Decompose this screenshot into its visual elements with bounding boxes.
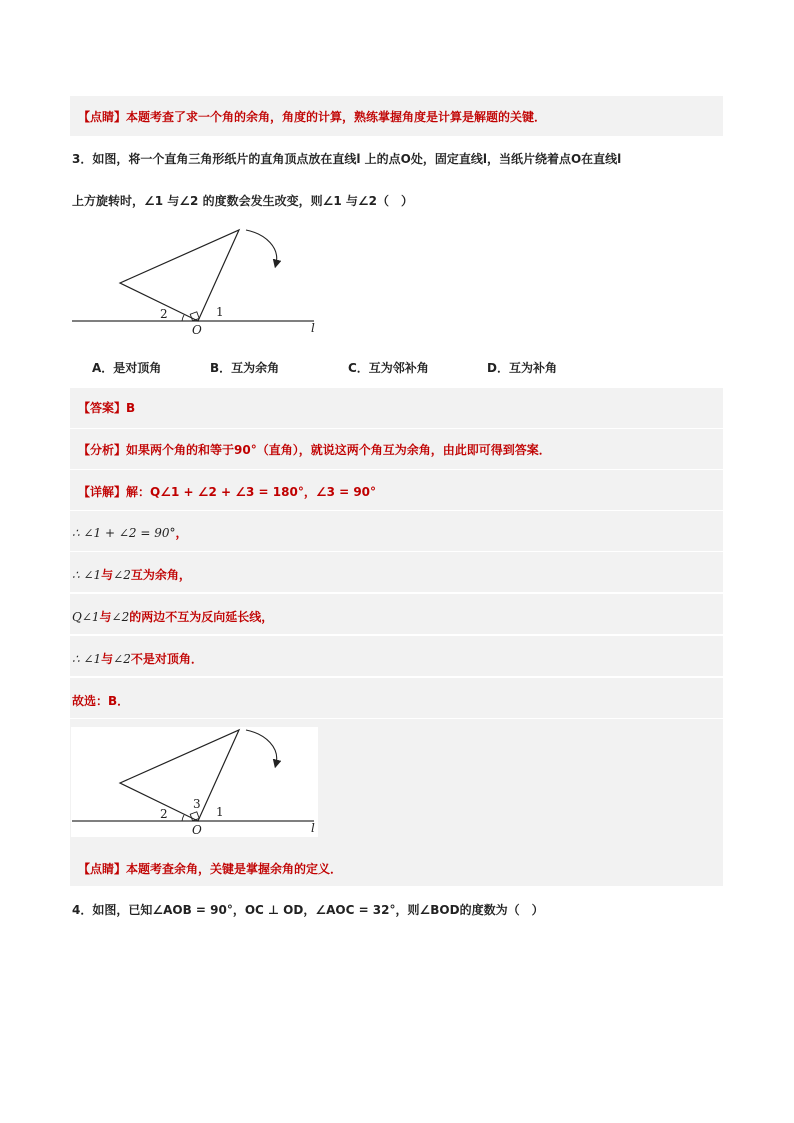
detail-math-5a: ∴ ∠1 — [72, 652, 102, 666]
detail-math-2: ∴ ∠1 + ∠2 = 90° — [72, 526, 176, 540]
detail-line-6: 故选：B． — [72, 694, 130, 708]
label-1: 1 — [216, 305, 224, 319]
label-ob: O — [192, 823, 202, 837]
analysis-line — [78, 442, 551, 458]
detail-math-4a: Q∠1 — [72, 610, 100, 624]
detail-math-5b: ∠2 — [113, 652, 131, 666]
option-d: D．互为补角 — [487, 361, 557, 375]
solution-figure — [70, 724, 330, 842]
analysis-tag: 【分析】 — [78, 443, 127, 457]
detail-line-5 — [72, 651, 203, 667]
detail-tail-5: 不是对顶角． — [130, 652, 203, 666]
tip-top-line — [78, 109, 546, 125]
label-l: l — [311, 321, 315, 335]
label-3b: 3 — [193, 797, 201, 811]
label-2b: 2 — [160, 807, 168, 821]
detail-math-3b: ∠2 — [113, 568, 131, 582]
label-1b: 1 — [216, 805, 224, 819]
option-b: B．互为余角 — [210, 361, 280, 375]
label-o: O — [192, 323, 202, 337]
answer-tag: 【答案】 — [78, 401, 127, 415]
q3-line2: 上方旋转时，∠1 与∠2 的度数会发生改变，则∠1 与∠2（ ） — [72, 194, 413, 208]
detail-math-4b: ∠2 — [111, 610, 130, 624]
detail-text-4: 与 — [99, 610, 112, 624]
rotation-arrow — [246, 230, 277, 264]
label-lb: l — [311, 821, 315, 835]
analysis-text: 如果两个角的和等于90°（直角），就说这两个角互为余角，由此即可得到答案． — [126, 443, 551, 457]
angle-2-arc-2 — [182, 815, 184, 821]
detail-text-5: 与 — [101, 652, 114, 666]
detail-text-1: 解：Q∠1 + ∠2 + ∠3 = 180°，∠3 = 90° — [126, 485, 377, 499]
answer-line — [78, 400, 135, 416]
detail-line-1 — [78, 484, 376, 500]
answer-row — [70, 388, 723, 429]
detail-line-2 — [72, 525, 187, 541]
rotation-arrow-2 — [246, 730, 277, 764]
q3-line1: 3．如图，将一个直角三角形纸片的直角顶点放在直线l 上的点O处，固定直线l，当纸片绕着点O在直线l — [72, 152, 622, 166]
detail-tail-4: 的两边不互为反向延长线， — [129, 610, 274, 624]
angle-2-arc — [182, 315, 184, 321]
tip-bottom-text: 本题考查余角，关键是掌握余角的定义． — [126, 862, 343, 876]
option-a: A．是对顶角 — [92, 361, 162, 375]
q4-line1: 4．如图，已知∠AOB = 90°，OC ⊥ OD，∠AOC = 32°，则∠BOD的度数为（ ） — [72, 903, 544, 917]
detail-tag: 【详解】 — [78, 485, 127, 499]
tip-text: 本题考查了求一个角的余角，角度的计算，熟练掌握角度是计算是解题的关键． — [126, 110, 547, 124]
detail-tail-2: ， — [175, 526, 188, 540]
option-c: C．互为邻补角 — [348, 361, 429, 375]
tip-bottom-line — [78, 861, 342, 877]
tip-bottom-tag: 【点睛】 — [78, 862, 127, 876]
q3-figure — [70, 222, 330, 340]
detail-tail-3: 互为余角， — [130, 568, 191, 582]
answer-text: B — [126, 401, 136, 415]
tip-tag: 【点睛】 — [78, 110, 127, 124]
detail-line-4 — [72, 609, 273, 625]
detail-math-3a: ∴ ∠1 — [72, 568, 102, 582]
detail-text-3: 与 — [101, 568, 114, 582]
detail-row-6 — [70, 678, 723, 719]
detail-line-3 — [72, 567, 191, 583]
label-2: 2 — [160, 307, 168, 321]
